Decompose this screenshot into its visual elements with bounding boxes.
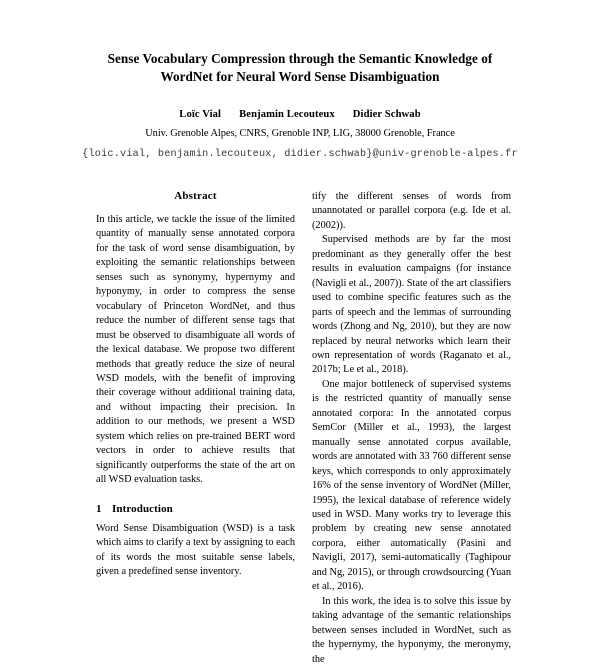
left-column [96, 190, 295, 602]
abstract-text: In this article, we tackle the issue of the limited quantity of manually sense annotated corpora for the task of word sense disambiguation, by exploiting the semantic relationships between senses such as synonymy, hypernymy and hyponymy, in order to compress the sense vocabulary of Princeton WordNet, and thus reduce the number of different sense tags that must be observed to disambiguate all words of the lexical database. We propose two different methods that greatly reduce the size of neural WSD models, with the benefit of improving their coverage without additional training data, and without impacting their precision. In addition to our methods, we present a WSD system which relies on pre-trained BERT word vectors in order to achieve results that significantly outperforms the state of the art on all WSD evaluation tasks. [96, 214, 295, 486]
introduction-paragraph: Word Sense Disambiguation (WSD) is a task which aims to clarify a text by assigning to each of its words the most suitable sense labels, given a predefined sense inventory. [96, 522, 295, 577]
page-title: Sense Vocabulary Compression through the Semantic Knowledge of WordNet for Neural Word Sense Disambiguation [107, 51, 493, 84]
abstract-heading: Abstract [174, 190, 217, 202]
section-number: 1 [96, 502, 102, 515]
author-emails: {loic.vial, benjamin.lecouteux, didier.schwab}@univ-grenoble-alpes.fr [82, 149, 518, 160]
author-list [0, 109, 600, 120]
author-name: Didier Schwab [352, 109, 421, 120]
paragraph: Supervised methods are by far the most predominant as they generally offer the best results in evaluation campaigns (for instance (Navigli et al., 2007)). State of the art classifiers used to combine specific features such as the parts of speech and the lemmas of surrounding words (Zhong and Ng, 2010), but they are now replaced by neural networks which learn their own representation of words (Raganato et al., 2017b; Le et al., 2018). [312, 234, 511, 376]
right-column [312, 190, 511, 665]
paragraph: In this work, the idea is to solve this issue by taking advantage of the semantic relationships between senses included in WordNet, such as the hypernymy, the hyponymy, the meronymy, the [312, 595, 511, 665]
author-name: Loïc Vial [179, 109, 222, 120]
affiliation-line: Univ. Grenoble Alpes, CNRS, Grenoble INP, LIG, 38000 Grenoble, France [145, 128, 455, 139]
section-title: Introduction [112, 502, 173, 515]
section-heading-introduction [96, 503, 295, 515]
author-name: Benjamin Lecouteux [239, 109, 335, 120]
title-block [0, 0, 600, 160]
paragraph: One major bottleneck of supervised systems is the restricted quantity of manually sense annotated corpora: In the annotated corpus SemCor (Miller et al., 1993), the largest manually sense annotated corpus available, words are annotated with 33 760 different sense keys, which corresponds to only approximately 16% of the sense inventory of WordNet (Miller, 1995), the lexical database of reference widely used in WSD. Many works try to leverage this problem by creating new sense annotated corpora, either automatically (Pasini and Navigli, 2017), semi-automatically (Taghipour and Ng, 2015), or through crowdsourcing (Yuan et al., 2016). [312, 378, 511, 593]
paragraph-continuation: tify the different senses of words from unannotated or parallel corpora (e.g. Ide et al. (2002)). [312, 191, 511, 231]
body-columns [96, 190, 512, 665]
